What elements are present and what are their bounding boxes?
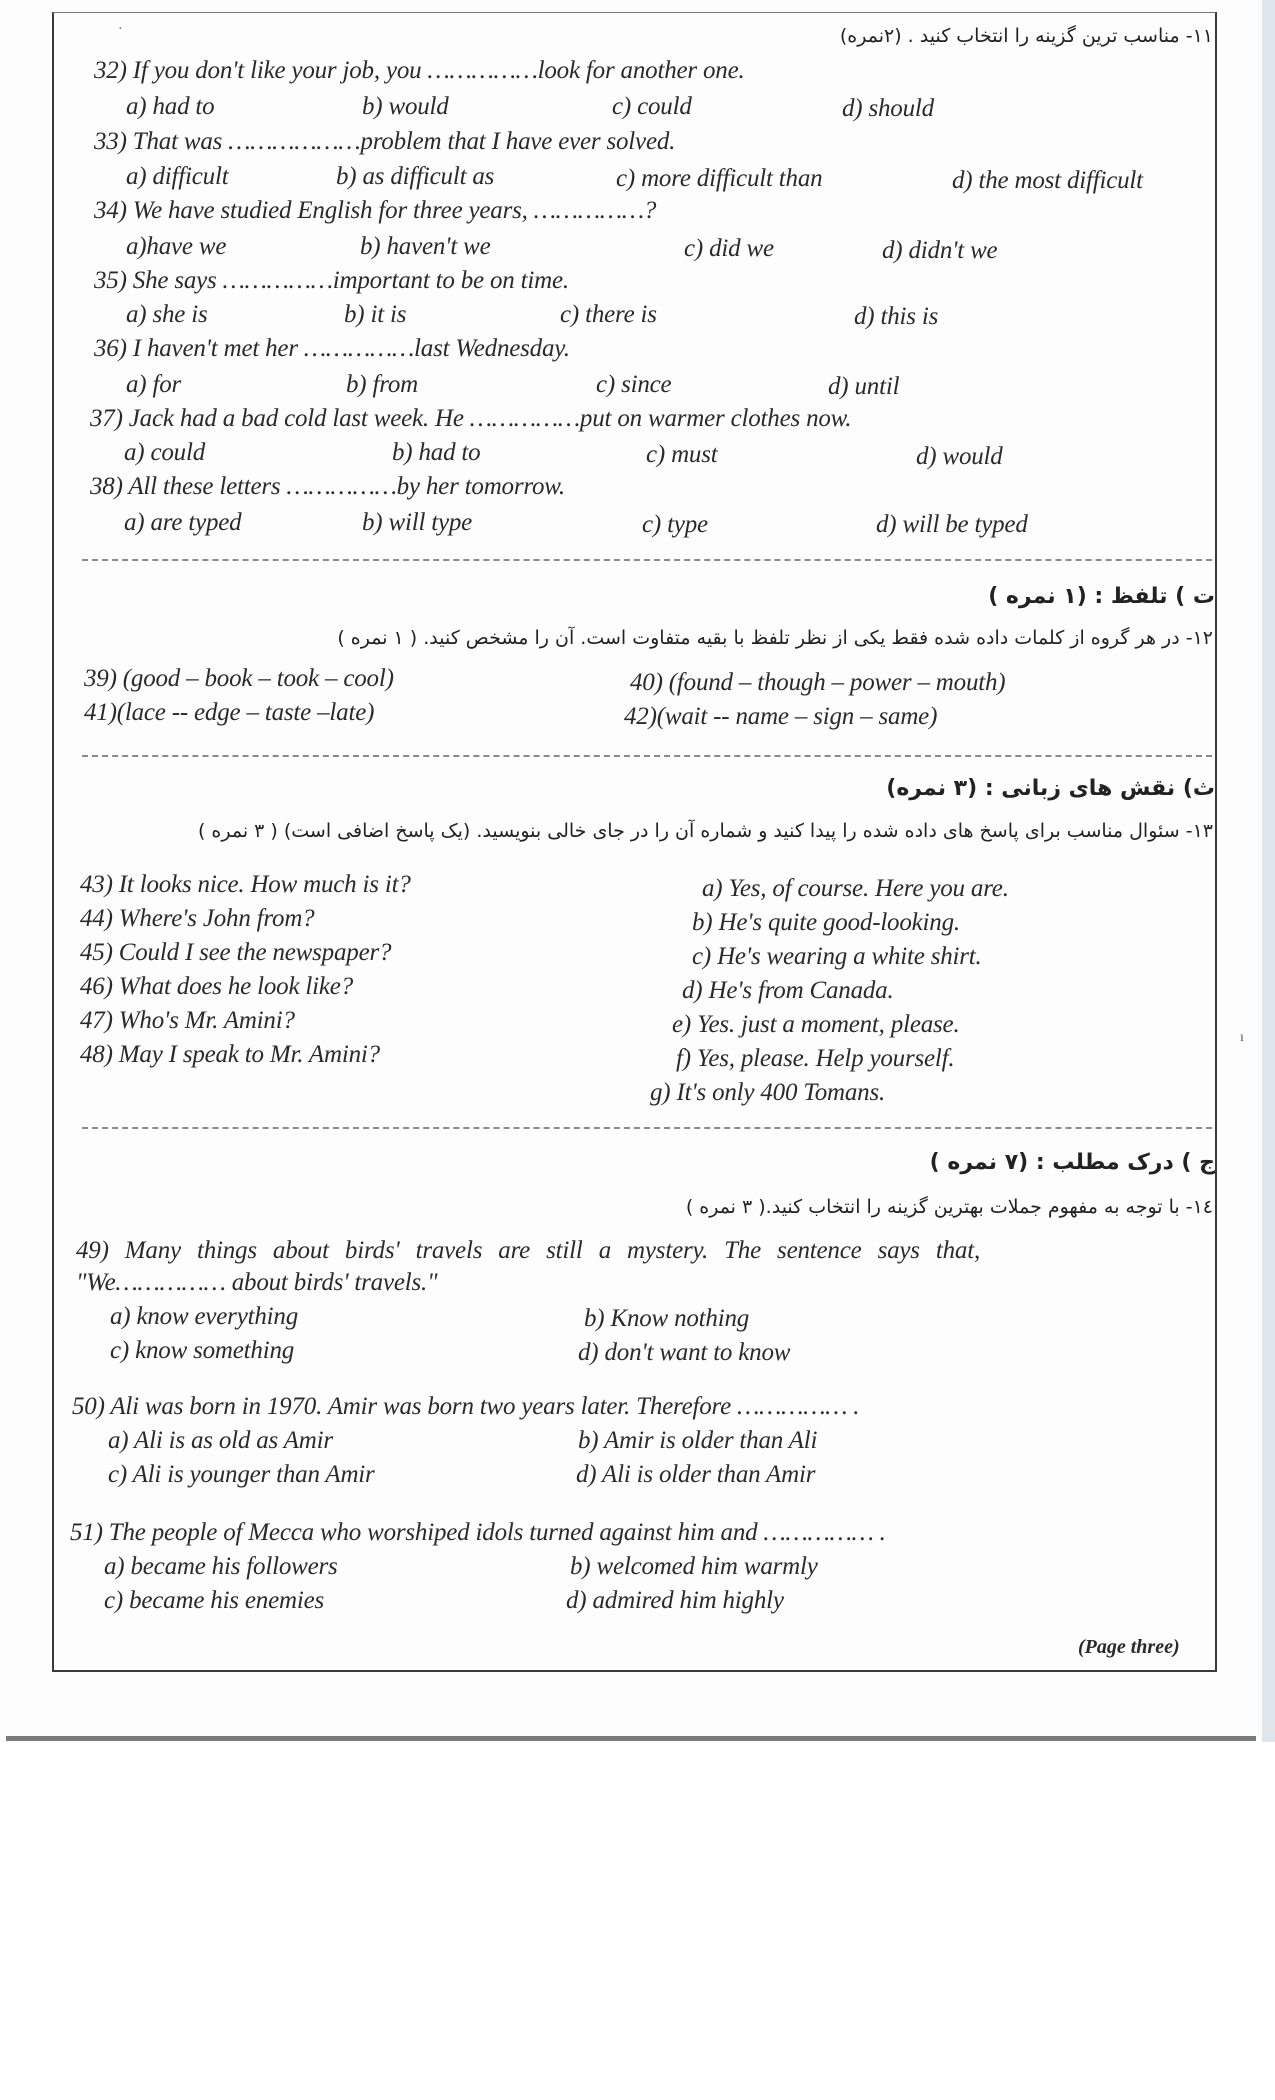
question-35: 35) She says ……………important to be on time. <box>94 267 569 294</box>
option-38d: d) will be typed <box>876 511 1028 538</box>
option-33d: d) the most difficult <box>952 167 1143 194</box>
question-43: 43) It looks nice. How much is it? <box>80 871 411 898</box>
option-32d: d) should <box>842 95 934 122</box>
functions-instruction: ۱۳- سئوال مناسب برای پاسخ های داده شده را پیدا کنید و شماره آن را در جای خالی بنویسید. (یک پاسخ اضافی است) ( ۳ نمره ) <box>197 820 1213 842</box>
option-33a: a) difficult <box>126 163 229 190</box>
question-37: 37) Jack had a bad cold last week. He ……………put on warmer clothes now. <box>90 405 852 432</box>
question-51: 51) The people of Mecca who worshiped idols turned against him and …………… . <box>70 1519 886 1546</box>
scan-edge <box>1262 0 1275 1742</box>
answer-c: c) He's wearing a white shirt. <box>692 943 982 970</box>
option-37a: a) could <box>124 439 206 466</box>
functions-heading: ث) نقش های زبانی : (۳ نمره) <box>886 776 1215 801</box>
answer-d: d) He's from Canada. <box>682 977 894 1004</box>
option-49a: a) know everything <box>110 1303 299 1330</box>
option-51c: c) became his enemies <box>104 1587 325 1614</box>
option-35b: b) it is <box>344 301 407 328</box>
question-32: 32) If you don't like your job, you ……………look for another one. <box>94 57 745 84</box>
option-49b: b) Know nothing <box>584 1305 750 1332</box>
option-34c: c) did we <box>684 235 774 262</box>
question-49-line1: 49) Many things about birds' travels are still a mystery. The sentence says that, <box>76 1237 981 1264</box>
question-44: 44) Where's John from? <box>80 905 315 932</box>
option-36a: a) for <box>126 371 182 398</box>
option-37c: c) must <box>646 441 718 468</box>
option-34a: a)have we <box>126 233 227 260</box>
option-51a: a) became his followers <box>104 1553 338 1580</box>
question-46: 46) What does he look like? <box>80 973 353 1000</box>
option-35d: d) this is <box>854 303 939 330</box>
answer-b: b) He's quite good-looking. <box>692 909 960 936</box>
option-49d: d) don't want to know <box>578 1339 791 1366</box>
option-50c: c) Ali is younger than Amir <box>108 1461 375 1488</box>
option-32b: b) would <box>362 93 449 120</box>
page-label: (Page three) <box>1078 1636 1180 1658</box>
option-33c: c) more difficult than <box>616 165 823 192</box>
answer-a: a) Yes, of course. Here you are. <box>702 875 1009 902</box>
question-33: 33) That was ………………problem that I have ever solved. <box>94 128 676 155</box>
question-34: 34) We have studied English for three years, ……………? <box>94 197 657 224</box>
pronunciation-instruction: ۱۲- در هر گروه از کلمات داده شده فقط یکی از نظر تلفظ با بقیه متفاوت است. آن را مشخص کنید. ( ۱ نمره ) <box>337 627 1213 649</box>
option-38c: c) type <box>642 511 708 538</box>
scan-speck: ı <box>1240 1030 1244 1045</box>
option-37d: d) would <box>916 443 1003 470</box>
option-35a: a) she is <box>126 301 208 328</box>
option-35c: c) there is <box>560 301 657 328</box>
option-38b: b) will type <box>362 509 473 536</box>
question-39: 39) (good – book – took – cool) <box>84 665 394 692</box>
option-36b: b) from <box>346 371 418 398</box>
question-49-line2: "We…………… about birds' travels." <box>76 1269 438 1296</box>
scan-shadow <box>6 1736 1256 1741</box>
option-51b: b) welcomed him warmly <box>570 1553 818 1580</box>
question-45: 45) Could I see the newspaper? <box>80 939 392 966</box>
option-37b: b) had to <box>392 439 481 466</box>
question-36: 36) I haven't met her ……………last Wednesday. <box>94 335 570 362</box>
option-33b: b) as difficult as <box>336 163 495 190</box>
answer-g: g) It's only 400 Tomans. <box>650 1079 886 1106</box>
section-11-instruction: ۱۱- مناسب ترین گزینه را انتخاب کنید . (۲نمره) <box>839 25 1213 47</box>
option-32c: c) could <box>612 93 692 120</box>
option-36d: d) until <box>828 373 900 400</box>
section-divider <box>82 755 1212 757</box>
question-40: 40) (found – though – power – mouth) <box>630 669 1006 696</box>
answer-f: f) Yes, please. Help yourself. <box>676 1045 955 1072</box>
option-50d: d) Ali is older than Amir <box>576 1461 816 1488</box>
question-48: 48) May I speak to Mr. Amini? <box>80 1041 380 1068</box>
option-36c: c) since <box>596 371 672 398</box>
scan-speck: · <box>118 22 123 37</box>
question-41: 41)(lace -- edge – taste –late) <box>84 699 375 726</box>
option-50b: b) Amir is older than Ali <box>578 1427 818 1454</box>
answer-e: e) Yes. just a moment, please. <box>672 1011 960 1038</box>
option-49c: c) know something <box>110 1337 295 1364</box>
comprehension-instruction: ۱٤- با توجه به مفهوم جملات بهترین گزینه را انتخاب کنید.( ۳ نمره ) <box>685 1196 1213 1218</box>
pronunciation-heading: ت ) تلفظ : (۱ نمره ) <box>988 584 1215 609</box>
option-38a: a) are typed <box>124 509 242 536</box>
option-50a: a) Ali is as old as Amir <box>108 1427 333 1454</box>
question-42: 42)(wait -- name – sign – same) <box>624 703 938 730</box>
section-divider <box>82 1127 1212 1129</box>
option-51d: d) admired him highly <box>566 1587 784 1614</box>
question-38: 38) All these letters ……………by her tomorrow. <box>90 473 565 500</box>
section-divider <box>82 559 1212 561</box>
question-47: 47) Who's Mr. Amini? <box>80 1007 295 1034</box>
option-34b: b) haven't we <box>360 233 491 260</box>
comprehension-heading: ج ) درک مطلب : (۷ نمره ) <box>929 1150 1215 1175</box>
question-50: 50) Ali was born in 1970. Amir was born two years later. Therefore …………… . <box>72 1393 860 1420</box>
option-32a: a) had to <box>126 93 215 120</box>
option-34d: d) didn't we <box>882 237 998 264</box>
